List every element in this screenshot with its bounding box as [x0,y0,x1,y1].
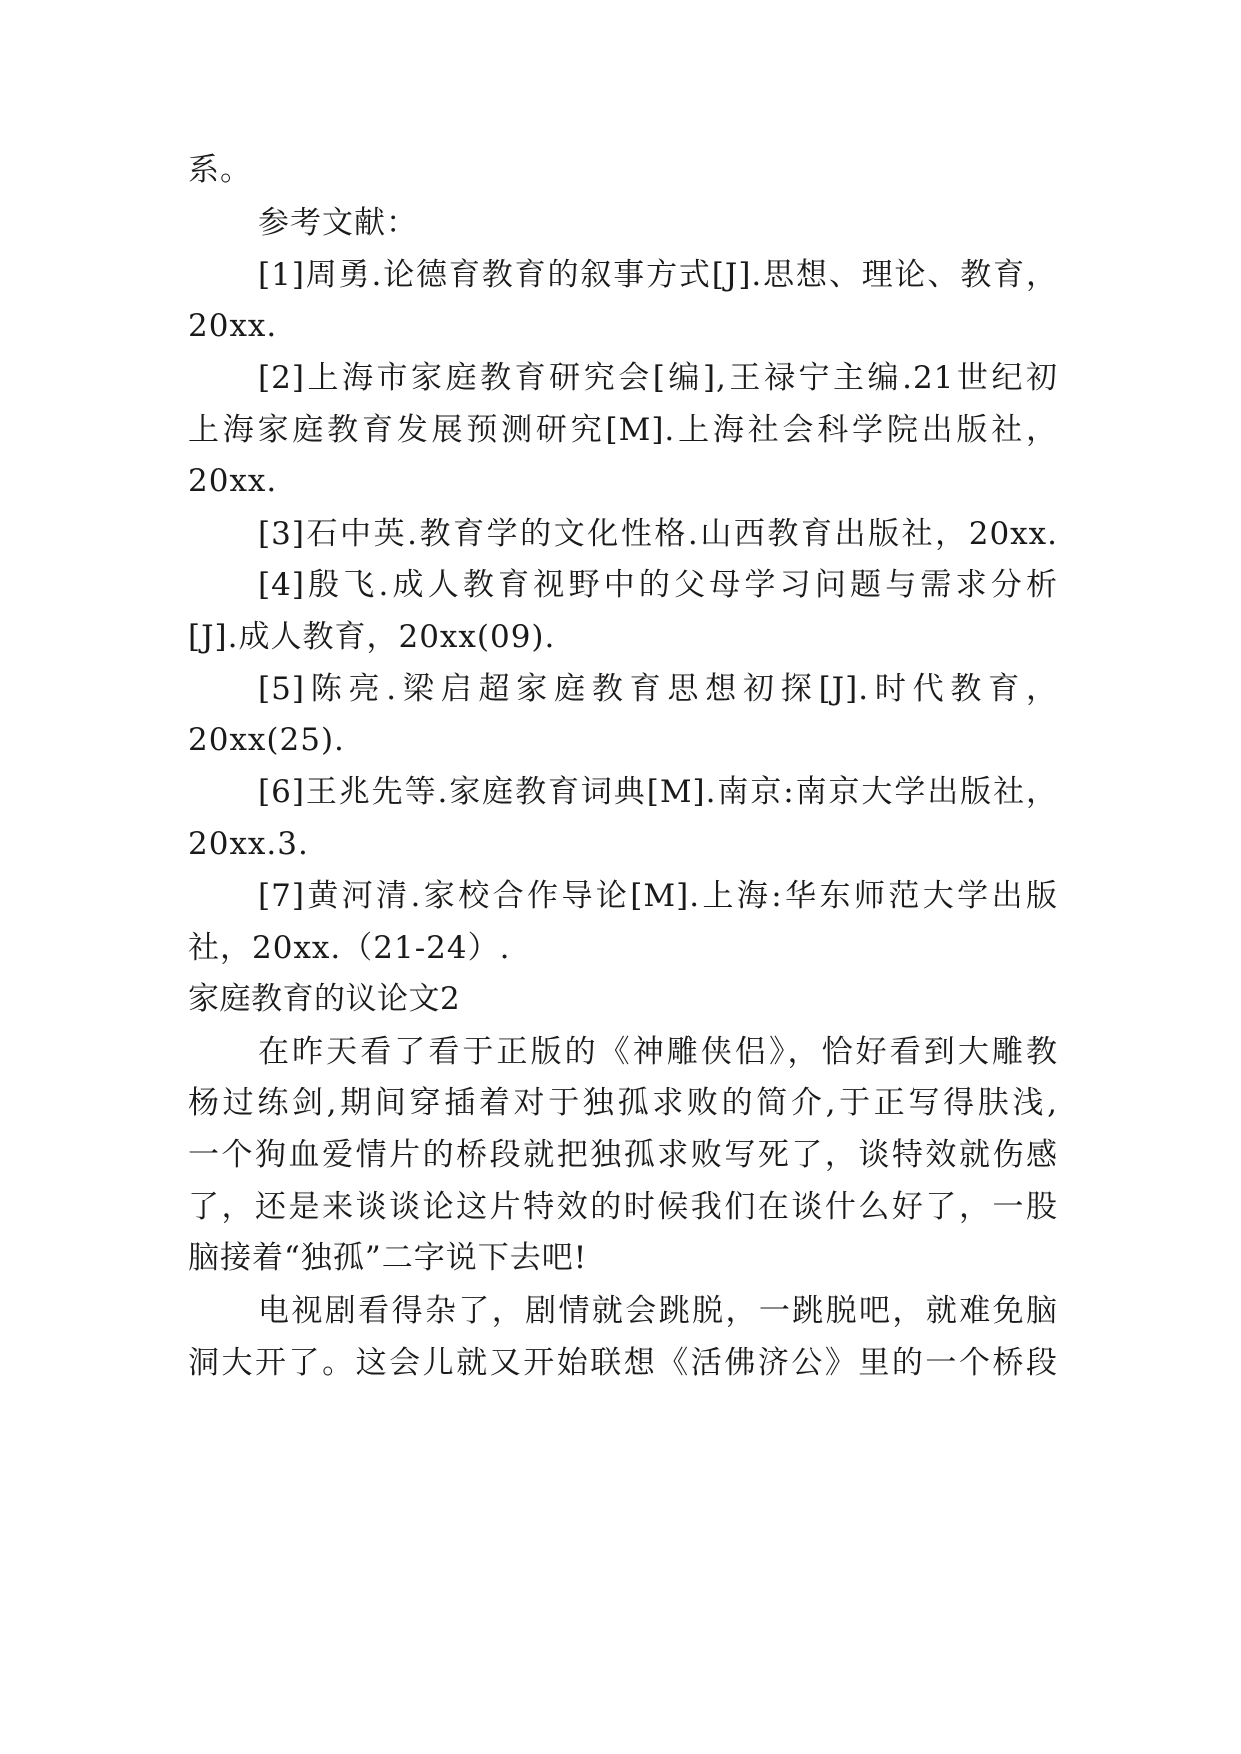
references-heading: 参考文献： [258,205,418,241]
reference-7-line-1: [7]黄河清.家校合作导论[M].上海:华东师范大学出版 [258,878,1058,914]
reference-7-line-2: 社，20xx.（21-24）. [188,930,511,966]
body-paragraph-1-line-3: 一个狗血爱情片的桥段就把独孤求败写死了，谈特效就伤感 [188,1137,1058,1173]
reference-2-line-3: 20xx. [188,463,278,499]
body-paragraph-2-line-1: 电视剧看得杂了，剧情就会跳脱，一跳脱吧，就难免脑 [258,1293,1058,1329]
reference-3: [3]石中英.教育学的文化性格.山西教育出版社，20xx. [258,516,1058,552]
body-paragraph-1-line-1: 在昨天看了看于正版的《神雕侠侣》，恰好看到大雕教 [258,1034,1058,1070]
section-title: 家庭教育的议论文2 [188,981,461,1017]
body-paragraph-2-line-2: 洞大开了。这会儿就又开始联想《活佛济公》里的一个桥段 [188,1345,1058,1381]
reference-2-line-1: [2]上海市家庭教育研究会[编],王禄宁主编.21世纪初 [258,360,1058,396]
reference-4-line-1: [4]殷飞.成人教育视野中的父母学习问题与需求分析 [258,567,1058,603]
reference-5-line-2: 20xx(25). [188,722,345,758]
reference-1-line-1: [1]周勇.论德育教育的叙事方式[J].思想、理论、教育， [258,257,1058,293]
body-paragraph-1-line-2: 杨过练剑,期间穿插着对于独孤求败的简介,于正写得肤浅, [188,1085,1058,1121]
reference-1-line-2: 20xx. [188,308,278,344]
body-paragraph-1-line-4: 了，还是来谈谈论这片特效的时候我们在谈什么好了，一股 [188,1189,1058,1225]
reference-6-line-1: [6]王兆先等.家庭教育词典[M].南京:南京大学出版社， [258,774,1058,810]
reference-2-line-2: 上海家庭教育发展预测研究[M].上海社会科学院出版社， [188,412,1058,448]
body-paragraph-1-line-5: 脑接着“独孤”二字说下去吧! [188,1240,588,1276]
paragraph-end-line: 系。 [188,152,252,188]
reference-6-line-2: 20xx.3. [188,826,309,862]
reference-4-line-2: [J].成人教育，20xx(09). [188,619,556,655]
reference-5-line-1: [5]陈亮.梁启超家庭教育思想初探[J].时代教育， [258,671,1058,707]
